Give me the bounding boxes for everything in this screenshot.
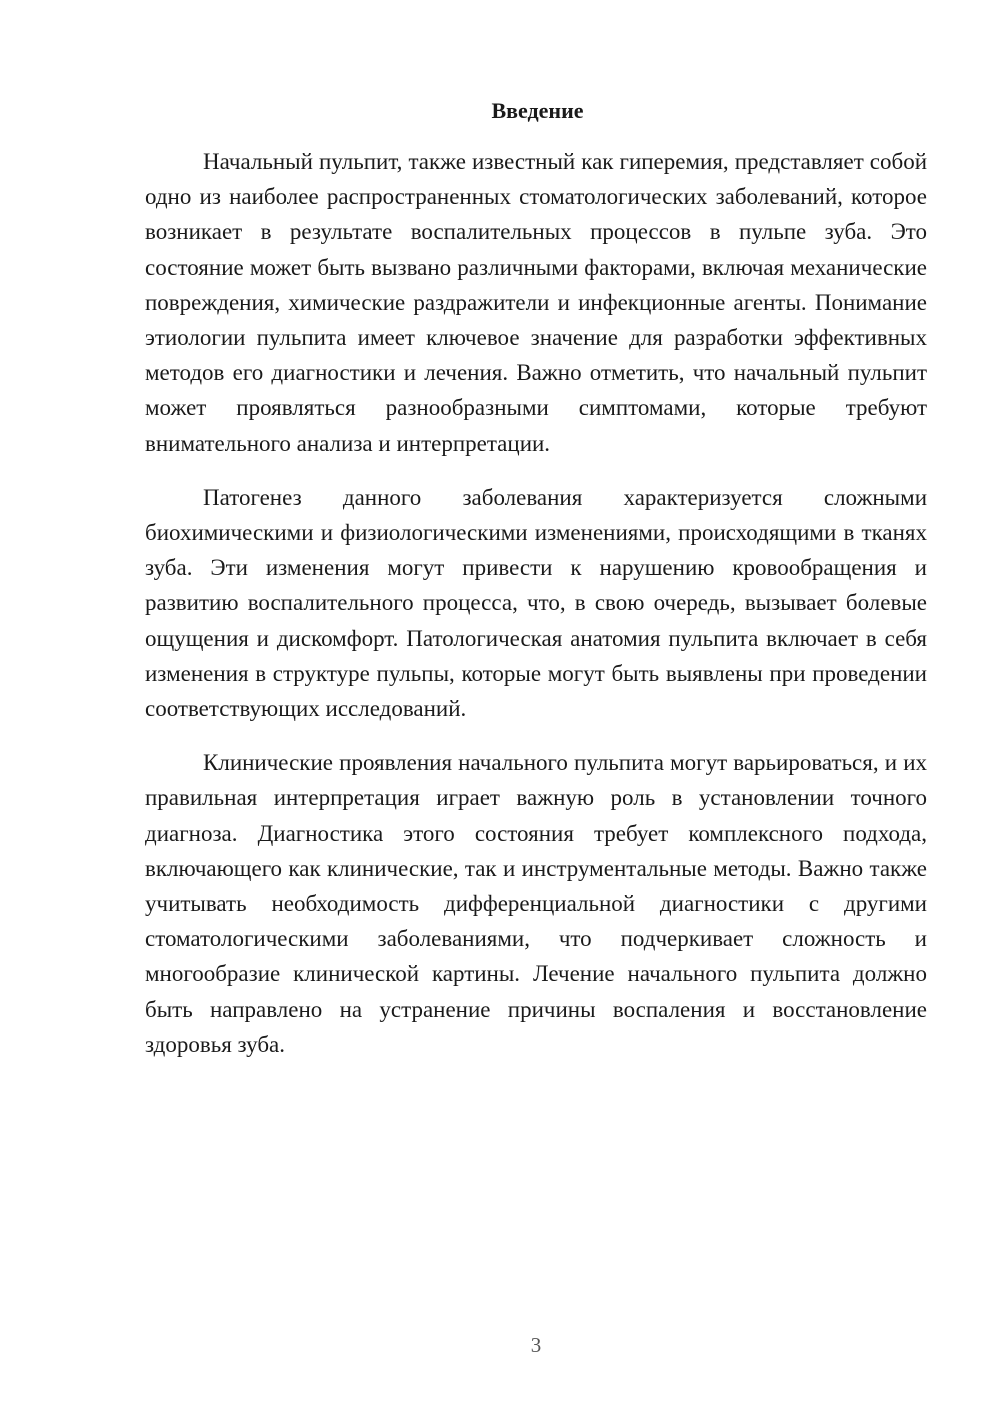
paragraph-pathogenesis: Патогенез данного заболевания характеризуется сложными биохимическими и физиологическими изменениями, происходящими в тканях зуба. Эти изменения могут привести к нарушению кровообращения и развитию воспалительного процесса, что, в свою очередь, вызывает болевые ощущения и дискомфорт. Патологическая анатомия пульпита включает в себя изменения в структуре пульпы, которые могут быть выявлены при проведении соответствующих исследований. xyxy=(145,484,927,722)
section-title: Введение xyxy=(491,98,584,123)
page-content xyxy=(145,96,927,1062)
paragraph-etiology: Начальный пульпит, также известный как гиперемия, представляет собой одно из наиболее распространенных стоматологических заболеваний, которое возникает в результате воспалительных процессов в пульпе зуба. Это состояние может быть вызвано различными факторами, включая механические повреждения, химические раздражители и инфекционные агенты. Понимание этиологии пульпита имеет ключевое значение для разработки эффективных методов его диагностики и лечения. Важно отметить, что начальный пульпит может проявляться разнообразными симптомами, которые требуют внимательного анализа и интерпретации. xyxy=(145,149,927,456)
page-number: 3 xyxy=(530,1333,542,1357)
paragraph-clinical: Клинические проявления начального пульпита могут варьироваться, и их правильная интерпретация играет важную роль в установлении точного диагноза. Диагностика этого состояния требует комплексного подхода, включающего как клинические, так и инструментальные методы. Важно также учитывать необходимость дифференциальной диагностики с другими стоматологическими заболеваниями, что подчеркивает сложность и многообразие клинической картины. Лечение начального пульпита должно быть направлено на устранение причины воспаления и восстановление здоровья зуба. xyxy=(145,750,927,1057)
